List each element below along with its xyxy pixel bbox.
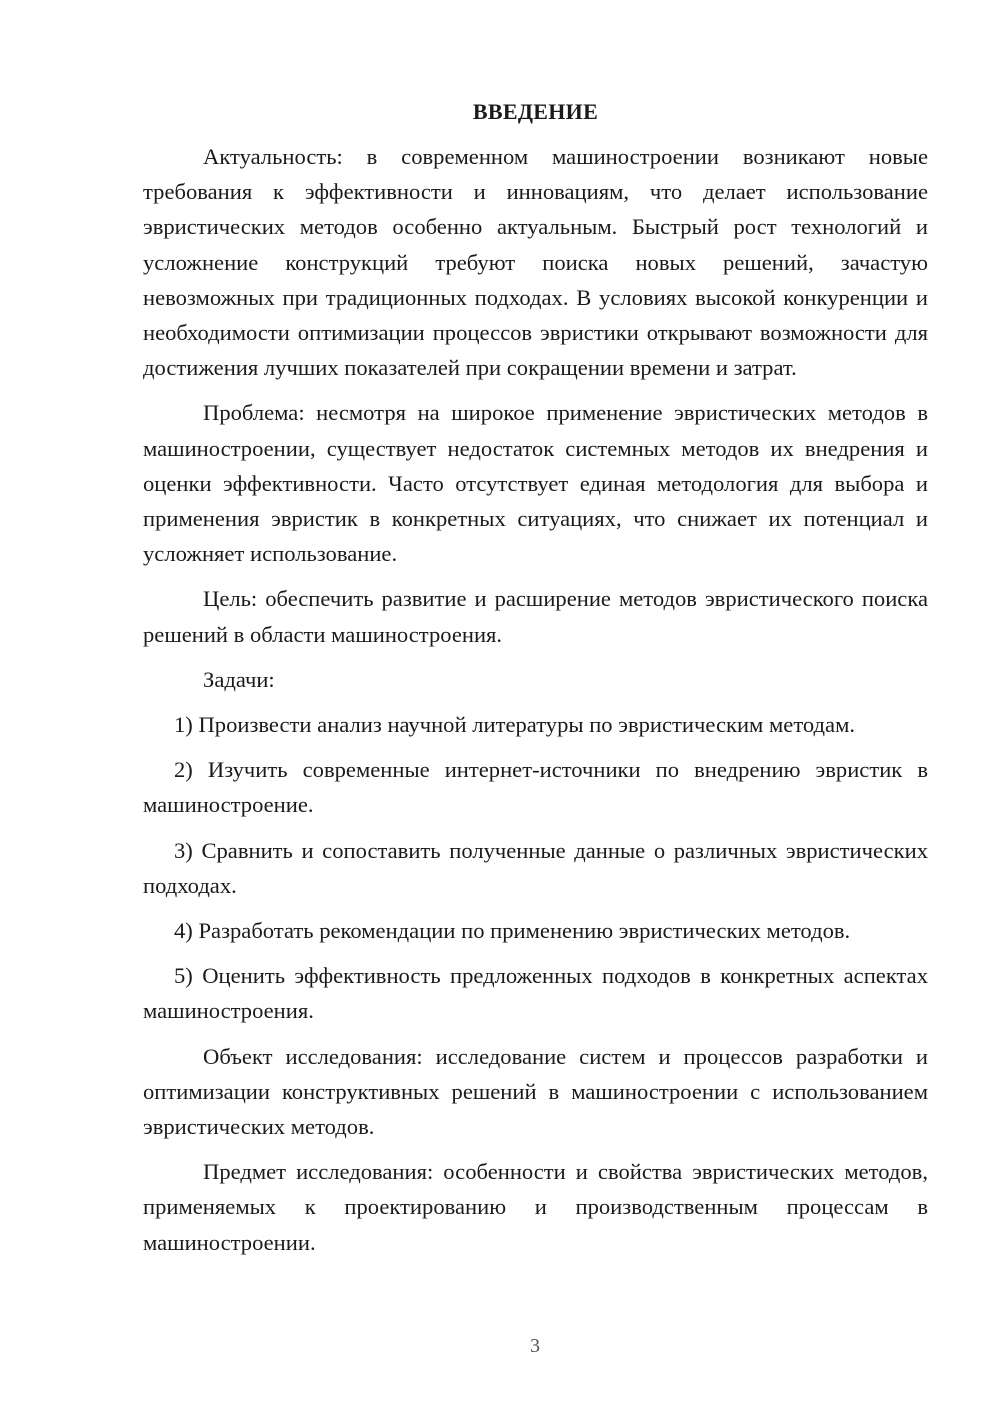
task-item-3: 3) Сравнить и сопоставить полученные данные о различных эвристических подходах. — [143, 837, 928, 898]
page-content — [143, 94, 928, 1270]
tasks-list — [143, 707, 928, 1029]
task-item-2: 2) Изучить современные интернет-источники по внедрению эвристик в машиностроение. — [143, 757, 928, 818]
subject-paragraph: Предмет исследования: особенности и свойства эвристических методов, применяемых к проектированию и производственным процессам в машиностроении. — [143, 1159, 928, 1255]
page-title: ВВЕДЕНИЕ — [472, 99, 599, 124]
page-number: 3 — [530, 1335, 540, 1357]
tasks-label: Задачи: — [203, 666, 275, 692]
task-item-4: 4) Разработать рекомендации по применению эвристических методов. — [174, 918, 851, 944]
problem-paragraph: Проблема: несмотря на широкое применение эвристических методов в машиностроении, существует недостаток системных методов их внедрения и оценки эффективности. Часто отсутствует единая методология для выбора и применения эвристик в конкретных ситуациях, что снижает их потенциал и усложняет использование. — [143, 400, 928, 567]
relevance-paragraph: Актуальность: в современном машиностроении возникают новые требования к эффективности и инновациям, что делает использование эвристических методов особенно актуальным. Быстрый рост технологий и усложнение конструкций требуют поиска новых решений, зачастую невозможных при традиционных подходах. В условиях высокой конкуренции и необходимости оптимизации процессов эвристики открывают возможности для достижения лучших показателей при сокращении времени и затрат. — [143, 144, 928, 381]
task-item-1: 1) Произвести анализ научной литературы по эвристическим методам. — [174, 712, 856, 738]
task-item-5: 5) Оценить эффективность предложенных подходов в конкретных аспектах машиностроения. — [143, 963, 928, 1024]
goal-paragraph: Цель: обеспечить развитие и расширение методов эвристического поиска решений в области машиностроения. — [143, 586, 928, 647]
object-paragraph: Объект исследования: исследование систем и процессов разработки и оптимизации конструктивных решений в машиностроении с использованием эвристических методов. — [143, 1043, 928, 1140]
